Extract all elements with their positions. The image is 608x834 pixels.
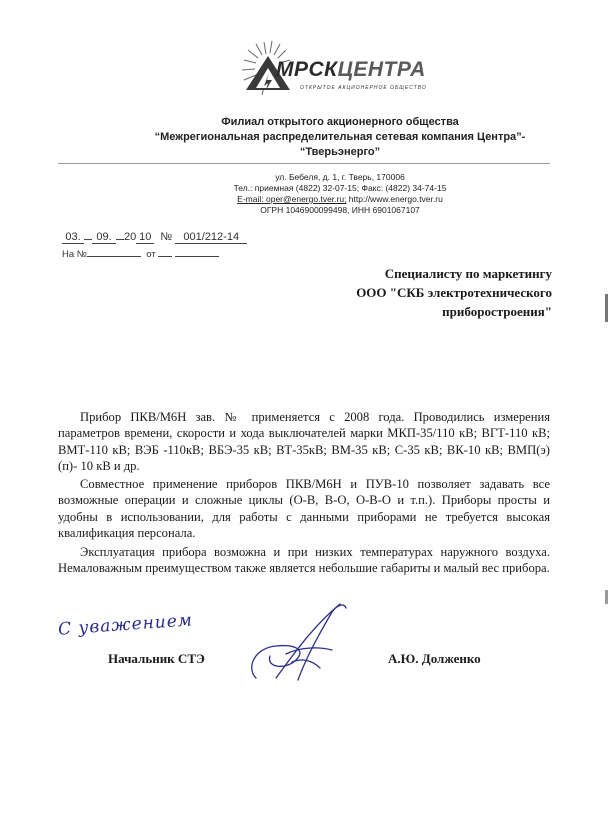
signatory-title: Начальник СТЭ — [108, 651, 205, 666]
address-phone: Тел.: приемная (4822) 32-07-15; Факс: (4822) 34-74-15 — [233, 183, 447, 193]
address-registration: ОГРН 1046900099498, ИНН 6901067107 — [260, 205, 420, 215]
header-line-1: Филиал открытого акционерного общества — [221, 116, 459, 128]
website-link[interactable]: http://www.energo.tver.ru — [346, 194, 443, 204]
body-paragraph-3: Эксплуатация прибора возможна и при низких температурах наружного воздуха. Немаловажным преимуществом также является небольшие габариты и малый вес прибора. — [58, 545, 550, 576]
date-year-prefix: 20 — [124, 231, 137, 243]
reference-line — [62, 249, 219, 260]
body-paragraph-1: Прибор ПКВ/М6Н зав. № применяется с 2008 года. Проводились измерения параметров времени, скорости и хода выключателей марки МКП-35/110 кВ; ВГТ-110 кВ; ВМТ-110 кВ; ВЭБ -110кВ; ВБЭ-35 кВ; ВТ-35кВ; ВМ-35 кВ; С-35 кВ; ВК-10 кВ; ВМП(э)(п)- 10 кВ и др. — [58, 410, 550, 474]
ref-from: от — [146, 249, 156, 260]
address-street: ул. Бебеля, д. 1, г. Тверь, 170006 — [275, 172, 405, 182]
header-divider — [58, 163, 550, 164]
recipient-line-2: ООО "СКБ электротехнического — [356, 285, 552, 300]
outgoing-date-number — [62, 231, 247, 244]
date-year-suffix: 10 — [136, 231, 154, 244]
number-label: № — [160, 231, 173, 243]
signature-icon — [236, 598, 356, 688]
handwritten-regards: С уважением — [57, 610, 194, 640]
date-month: 09. — [92, 231, 116, 244]
logo-wordmark: МРСКЦЕНТРА — [276, 58, 426, 81]
ref-label: На № — [62, 249, 87, 260]
email-link[interactable]: oper@energo.tver.ru; — [265, 194, 347, 204]
header-line-3: “Тверьэнерго” — [299, 146, 381, 158]
logo-subtitle: ОТКРЫТОЕ АКЦИОНЕРНОЕ ОБЩЕСТВО — [300, 85, 427, 91]
header-line-2: “Межрегиональная распределительная сетевая компания Центра”- — [154, 131, 526, 143]
recipient-line-1: Специалисту по маркетингу — [384, 266, 552, 281]
body-paragraph-2: Совместное применение приборов ПКВ/М6Н и ПУВ-10 позволяет задавать все возможные операции и сложные циклы (О-В, В-О, О-В-О и т.п.). Приборы просты и удобны в использовании, для работы с данными приборами не требуется высокая квалификация персонала. — [58, 477, 550, 541]
date-day: 03. — [62, 231, 84, 244]
recipient-line-3: приборостроения" — [442, 304, 552, 319]
address-email-web — [120, 194, 560, 204]
signatory-name: А.Ю. Долженко — [388, 651, 481, 666]
outgoing-number: 001/212-14 — [175, 231, 247, 244]
email-label: E-mail: — [237, 194, 266, 204]
company-logo — [238, 40, 427, 110]
